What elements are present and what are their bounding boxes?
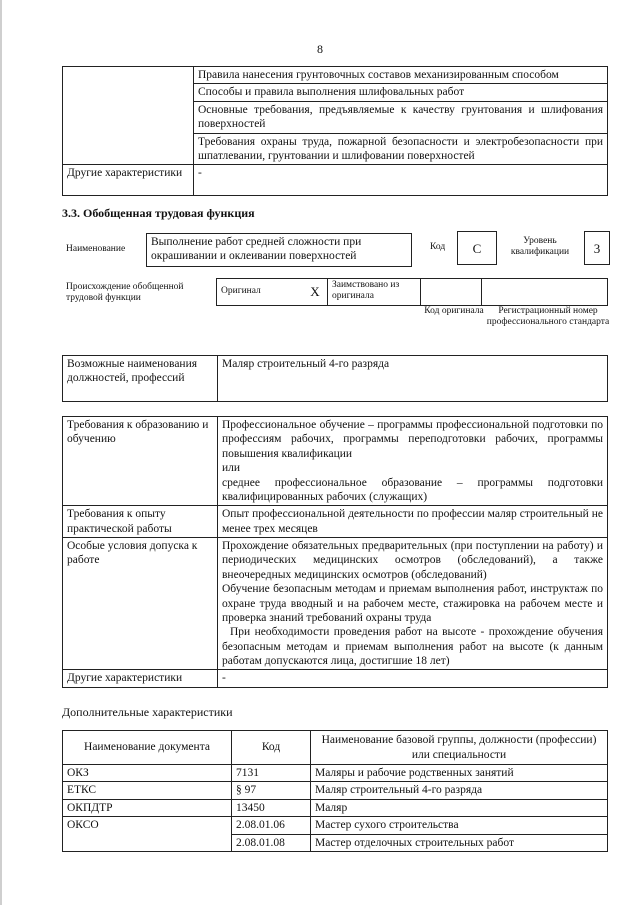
name-cell: Маляр строительный 4-го разряда [311,782,608,799]
requirements-table [62,416,608,688]
name-cell: Мастер отделочных строительных работ [311,834,608,851]
origin-label: Происхождение обобщенной трудовой функции [66,282,184,304]
name-cell: Мастер сухого строительства [311,817,608,834]
original-code-cell [421,279,482,306]
level-label: Уровень квалификации [510,236,570,258]
name-cell: Маляр [311,799,608,816]
code-cell: § 97 [232,782,311,799]
header-code: Код [232,731,311,765]
experience-value: Опыт профессиональной деятельности по профессии маляр строительный не менее трех месяцев [218,506,608,538]
doc-cell: ОКЗ [63,765,232,782]
admission-line: Прохождение обязательных предварительных (при поступлении на работу) и периодических медицинских осмотров (обследований), а также внеочередных медицинских осмотров (обследований) [222,540,603,581]
positions-value: Маляр строительный 4-го разряда [218,356,608,402]
education-label: Требования к образованию и обучению [63,417,218,506]
knowledge-row: Способы и правила выполнения шлифовальных работ [194,84,608,101]
other-value: - [218,670,608,687]
education-line: среднее профессиональное образование – программы подготовки квалифицированных рабочих (служащих) [222,476,603,503]
admission-line: Обучение безопасным методам и приемам выполнения работ, инструктаж по охране труда вводный и на рабочем месте, стажировка на рабочем месте и проверка знаний требований охраны труда [222,583,603,624]
name-label: Наименование [66,244,126,254]
code-cell: 7131 [232,765,311,782]
header-name: Наименование базовой группы, должности (профессии) или специальности [311,731,608,765]
registration-caption: Регистрационный номер профессионального стандарта [486,306,610,328]
code-cell: 13450 [232,799,311,816]
positions-label: Возможные наименования должностей, профессий [63,356,218,402]
empty-label-cell [63,67,194,165]
name-cell: Маляры и рабочие родственных занятий [311,765,608,782]
scan-edge [0,0,2,905]
original-mark: X [303,279,328,306]
code-original-caption: Код оригинала [424,306,484,316]
origin-table [216,278,608,306]
additional-title: Дополнительные характеристики [62,705,233,719]
admission-label: Особые условия допуска к работе [63,538,218,670]
knowledge-row: Основные требования, предъявляемые к качеству грунтования и шлифования поверхностей [194,101,608,133]
registration-number-cell [482,279,608,306]
other-characteristics-label: Другие характеристики [63,165,194,196]
knowledge-row: Правила нанесения грунтовочных составов механизированным способом [194,67,608,84]
section-heading: 3.3. Обобщенная трудовая функция [62,206,255,220]
doc-cell: ОКСО [63,817,232,852]
additional-table [62,730,608,852]
page-number: 8 [317,42,323,56]
original-label: Оригинал [217,279,304,306]
qualification-level: 3 [584,231,610,265]
header-document: Наименование документа [63,731,232,765]
knowledge-table [62,66,608,196]
education-line: Профессиональное обучение – программы профессиональной подготовки по профессиям рабочих, программы переподготовки рабочих, программы повышения квалификации [222,419,603,460]
experience-label: Требования к опыту практической работы [63,506,218,538]
doc-cell: ОКПДТР [63,799,232,816]
borrowed-label: Заимствовано из оригинала [328,279,421,306]
function-code: C [457,231,497,265]
code-cell: 2.08.01.08 [232,834,311,851]
knowledge-row: Требования охраны труда, пожарной безопасности и электробезопасности при шпатлевании, грунтовании и шлифовании поверхностей [194,133,608,165]
admission-line: При необходимости проведения работ на высоте - прохождение обучения безопасным методам и приемам выполнения работ на высоте (к данным работам допускаются лица, достигшие 18 лет) [222,626,603,667]
doc-cell: ЕТКС [63,782,232,799]
code-label: Код [430,242,446,252]
education-line: или [222,462,241,475]
positions-table [62,355,608,402]
other-label: Другие характеристики [63,670,218,687]
other-characteristics-value: - [194,165,608,196]
function-name: Выполнение работ средней сложности при окрашивании и оклеивании поверхностей [146,233,412,267]
code-cell: 2.08.01.06 [232,817,311,834]
